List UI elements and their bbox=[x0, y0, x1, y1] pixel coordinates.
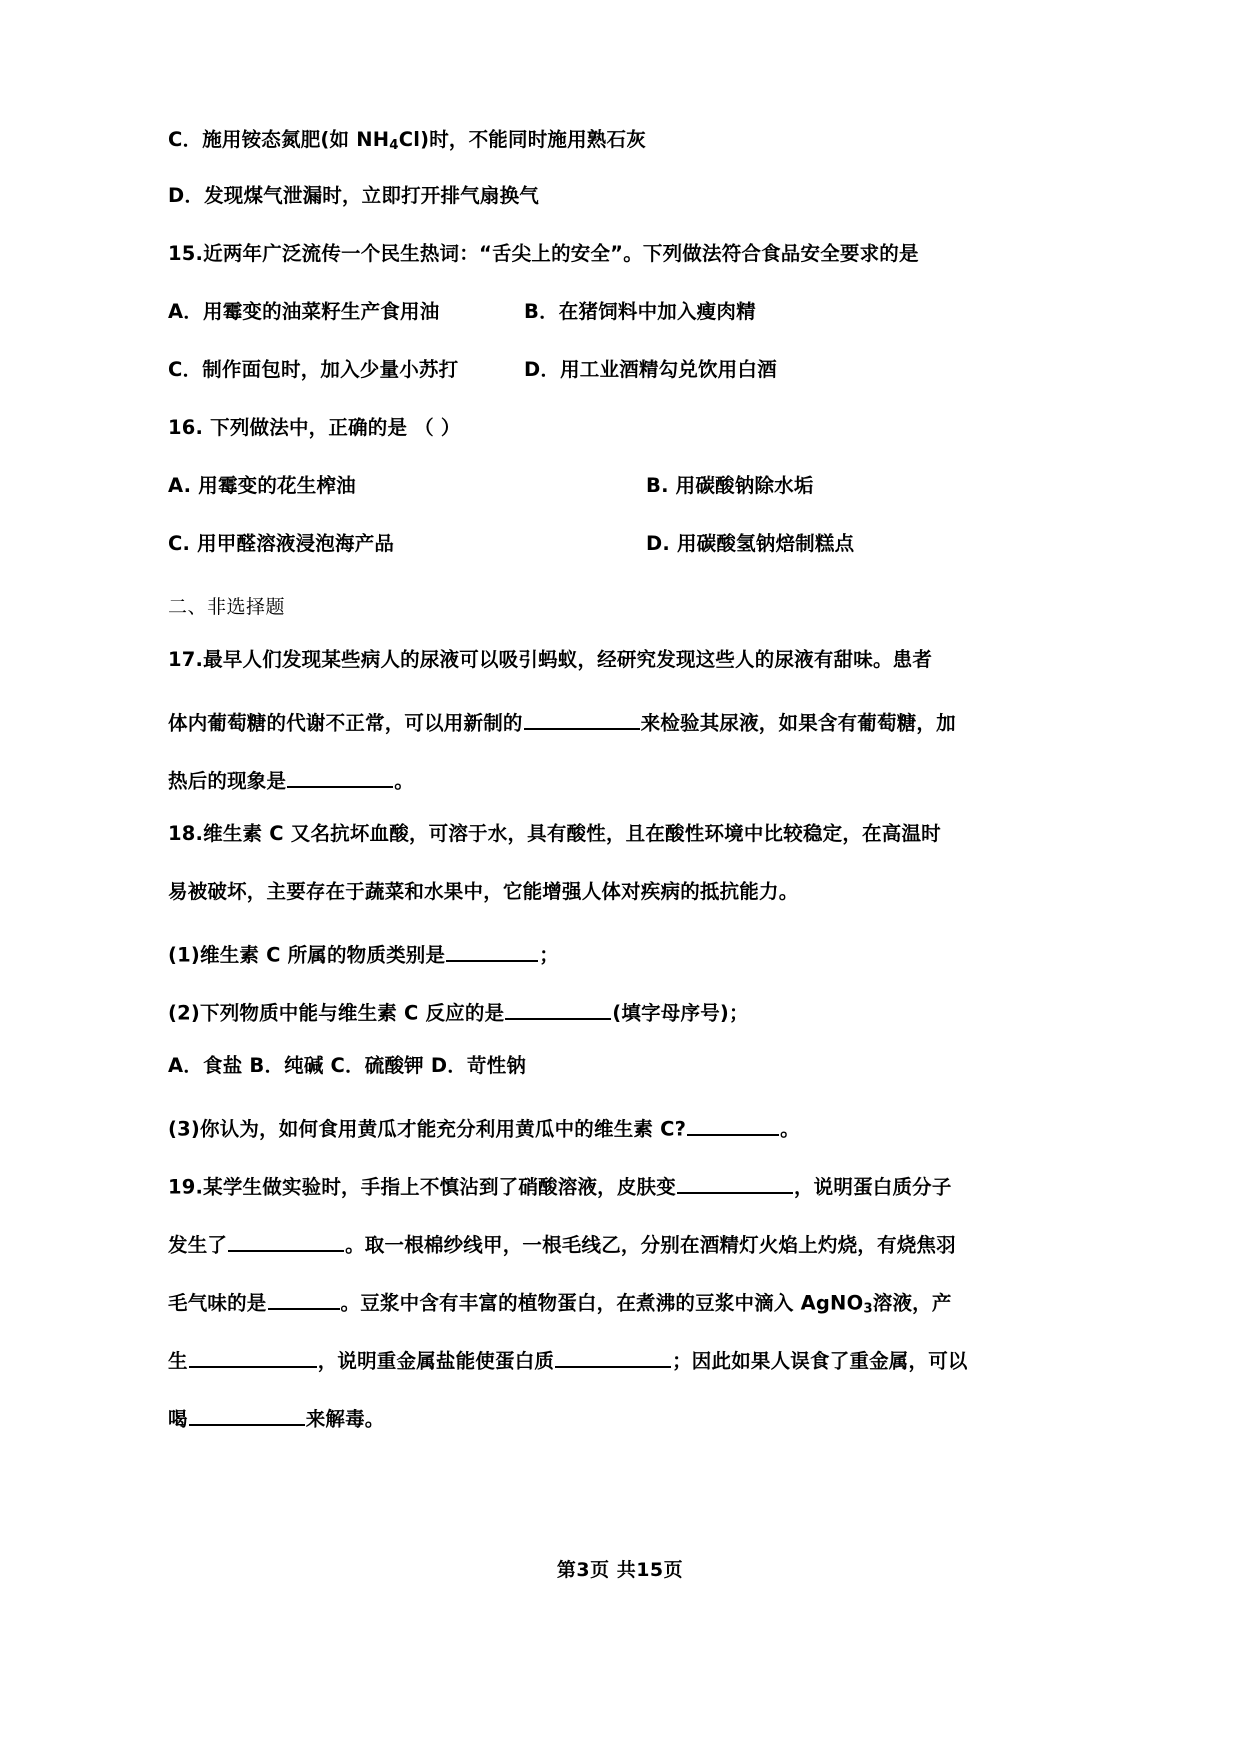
question-18-sub2-row bbox=[168, 998, 1085, 1056]
question-16-options-cd bbox=[168, 534, 1085, 554]
question-18-sub1-b: ； bbox=[539, 943, 559, 967]
answer-blank[interactable] bbox=[524, 708, 640, 730]
question-15-options-cd bbox=[168, 360, 1085, 380]
question-14-option-d-row bbox=[168, 186, 1085, 244]
page-footer: 第3页 共15页 bbox=[556, 1559, 684, 1581]
answer-blank[interactable] bbox=[287, 766, 393, 788]
answer-blank[interactable] bbox=[687, 1114, 779, 1136]
question-18-line1-text: 维生素 C 又名抗坏血酸，可溶于水，具有酸性，且在酸性环境中比较稳定，在高温时 bbox=[203, 822, 941, 845]
answer-blank[interactable] bbox=[677, 1172, 793, 1194]
question-19-line5-b: 来解毒。 bbox=[305, 1407, 385, 1431]
question-19-line3 bbox=[168, 1288, 952, 1316]
question-17-line3-b: 。 bbox=[394, 769, 414, 793]
answer-blank[interactable] bbox=[505, 998, 611, 1020]
question-18-sub3 bbox=[168, 1114, 800, 1139]
question-16-text: 下列做法中，正确的是 （ ） bbox=[210, 416, 461, 439]
question-16-option-b: B. 用碳酸钠除水垢 bbox=[646, 474, 814, 497]
question-14-option-c bbox=[168, 130, 646, 152]
question-18-sub2 bbox=[168, 998, 749, 1023]
question-17-line1 bbox=[168, 650, 932, 670]
q14-c-subscript: 4 bbox=[389, 137, 399, 153]
question-19-line1-b: ，说明蛋白质分子 bbox=[793, 1175, 952, 1199]
question-19-line2-b: 。取一根棉纱线甲，一根毛线乙，分别在酒精灯火焰上灼烧，有烧焦羽 bbox=[345, 1233, 956, 1257]
question-19-line2-a: 发生了 bbox=[168, 1233, 228, 1257]
answer-blank[interactable] bbox=[446, 940, 538, 962]
question-16-options-ab bbox=[168, 476, 1085, 496]
answer-blank[interactable] bbox=[189, 1404, 305, 1426]
question-15-option-b: B．在猪饲料中加入瘦肉精 bbox=[524, 300, 756, 323]
question-17-line3-row bbox=[168, 766, 1085, 824]
answer-blank[interactable] bbox=[268, 1288, 340, 1310]
question-19-line4-b: ，说明重金属盐能使蛋白质 bbox=[317, 1349, 555, 1373]
question-16-options-cd-row bbox=[168, 534, 1085, 592]
question-19-line4 bbox=[168, 1346, 968, 1371]
question-17-line3-a: 热后的现象是 bbox=[168, 769, 287, 793]
answer-blank[interactable] bbox=[555, 1346, 671, 1368]
question-17-line3 bbox=[168, 766, 414, 791]
question-17-line2-b: 来检验其尿液，如果含有葡萄糖，加 bbox=[640, 711, 956, 735]
question-17-line2-row bbox=[168, 708, 1085, 766]
question-16-options-ab-row bbox=[168, 476, 1085, 534]
question-18-options: A．食盐 B．纯碱 C．硫酸钾 D．苛性钠 bbox=[168, 1054, 527, 1077]
answer-blank[interactable] bbox=[189, 1346, 317, 1368]
question-18-sub3-row bbox=[168, 1114, 1085, 1172]
question-15-number: 15. bbox=[168, 242, 204, 265]
question-19-line1-a: 某学生做实验时，手指上不慎沾到了硝酸溶液，皮肤变 bbox=[203, 1175, 676, 1199]
question-17-line1-text: 最早人们发现某些病人的尿液可以吸引蚂蚁，经研究发现这些人的尿液有甜味。患者 bbox=[203, 648, 933, 671]
question-18-options-row bbox=[168, 1056, 1085, 1114]
question-15-stem-row bbox=[168, 244, 1085, 302]
question-18-sub1 bbox=[168, 940, 559, 965]
q14-c-text-after: Cl)时，不能同时施用熟石灰 bbox=[398, 128, 646, 151]
question-17-number: 17. bbox=[168, 648, 204, 671]
question-19-line1-row bbox=[168, 1172, 1085, 1230]
question-19-line3-c: 溶液，产 bbox=[872, 1291, 952, 1315]
question-19-line3-b: 。豆浆中含有丰富的植物蛋白，在煮沸的豆浆中滴入 AgNO bbox=[340, 1291, 864, 1315]
question-18-sub1-row bbox=[168, 940, 1085, 998]
question-19-line5 bbox=[168, 1404, 385, 1429]
question-18-line1-row bbox=[168, 824, 1085, 882]
question-16-option-d: D. 用碳酸氢钠焙制糕点 bbox=[646, 532, 855, 555]
section-two-title: 二、非选择题 bbox=[168, 596, 286, 618]
question-19-line2-row bbox=[168, 1230, 1085, 1288]
question-19-line3-row bbox=[168, 1288, 1085, 1346]
question-15-text: 近两年广泛流传一个民生热词：“舌尖上的安全”。下列做法符合食品安全要求的是 bbox=[203, 242, 919, 265]
section-two-title-row bbox=[168, 592, 1085, 650]
question-19-line4-a: 生 bbox=[168, 1349, 188, 1373]
question-17-line2-a: 体内葡萄糖的代谢不正常，可以用新制的 bbox=[168, 711, 523, 735]
question-18-line1 bbox=[168, 824, 941, 844]
page-content bbox=[168, 130, 1085, 1462]
question-19-line2 bbox=[168, 1230, 956, 1255]
question-15-option-d: D．用工业酒精勾兑饮用白酒 bbox=[524, 358, 777, 381]
q14-c-text-before: C．施用铵态氮肥(如 NH bbox=[168, 128, 390, 151]
question-15-option-c: C．制作面包时，加入少量小苏打 bbox=[168, 358, 459, 381]
question-19-line1 bbox=[168, 1172, 952, 1197]
question-16-stem-row bbox=[168, 418, 1085, 476]
question-19-number: 19. bbox=[168, 1175, 204, 1199]
q19-agno3-subscript: 3 bbox=[863, 1301, 873, 1317]
question-19-line5-a: 喝 bbox=[168, 1407, 188, 1431]
question-18-sub2-b: (填字母序号)； bbox=[612, 1001, 749, 1025]
question-16-stem bbox=[168, 418, 461, 438]
question-18-number: 18. bbox=[168, 822, 204, 845]
question-15-stem bbox=[168, 244, 919, 264]
question-16-option-a: A. 用霉变的花生榨油 bbox=[168, 474, 356, 497]
question-18-sub1-a: (1)维生素 C 所属的物质类别是 bbox=[168, 943, 446, 967]
question-18-sub3-b: 。 bbox=[780, 1117, 800, 1141]
question-18-sub3-a: (3)你认为，如何食用黄瓜才能充分利用黄瓜中的维生素 C? bbox=[168, 1117, 687, 1141]
question-15-options-cd-row bbox=[168, 360, 1085, 418]
question-15-options-ab bbox=[168, 302, 1085, 322]
question-14-option-c-row bbox=[168, 130, 1085, 186]
question-19-line4-c: ；因此如果人误食了重金属，可以 bbox=[672, 1349, 968, 1373]
question-18-sub2-a: (2)下列物质中能与维生素 C 反应的是 bbox=[168, 1001, 505, 1025]
question-18-line2: 易被破坏，主要存在于蔬菜和水果中，它能增强人体对疾病的抵抗能力。 bbox=[168, 880, 799, 903]
question-14-option-d: D．发现煤气泄漏时，立即打开排气扇换气 bbox=[168, 184, 539, 207]
question-16-option-c: C. 用甲醛溶液浸泡海产品 bbox=[168, 532, 395, 555]
question-16-number: 16. bbox=[168, 416, 204, 439]
question-19-line4-row bbox=[168, 1346, 1085, 1404]
question-17-line1-row bbox=[168, 650, 1085, 708]
question-18-line2-row bbox=[168, 882, 1085, 940]
answer-blank[interactable] bbox=[228, 1230, 344, 1252]
question-19-line3-a: 毛气味的是 bbox=[168, 1291, 267, 1315]
question-15-option-a: A．用霉变的油菜籽生产食用油 bbox=[168, 300, 440, 323]
question-17-line2 bbox=[168, 708, 956, 733]
question-19-line5-row bbox=[168, 1404, 1085, 1462]
question-15-options-ab-row bbox=[168, 302, 1085, 360]
